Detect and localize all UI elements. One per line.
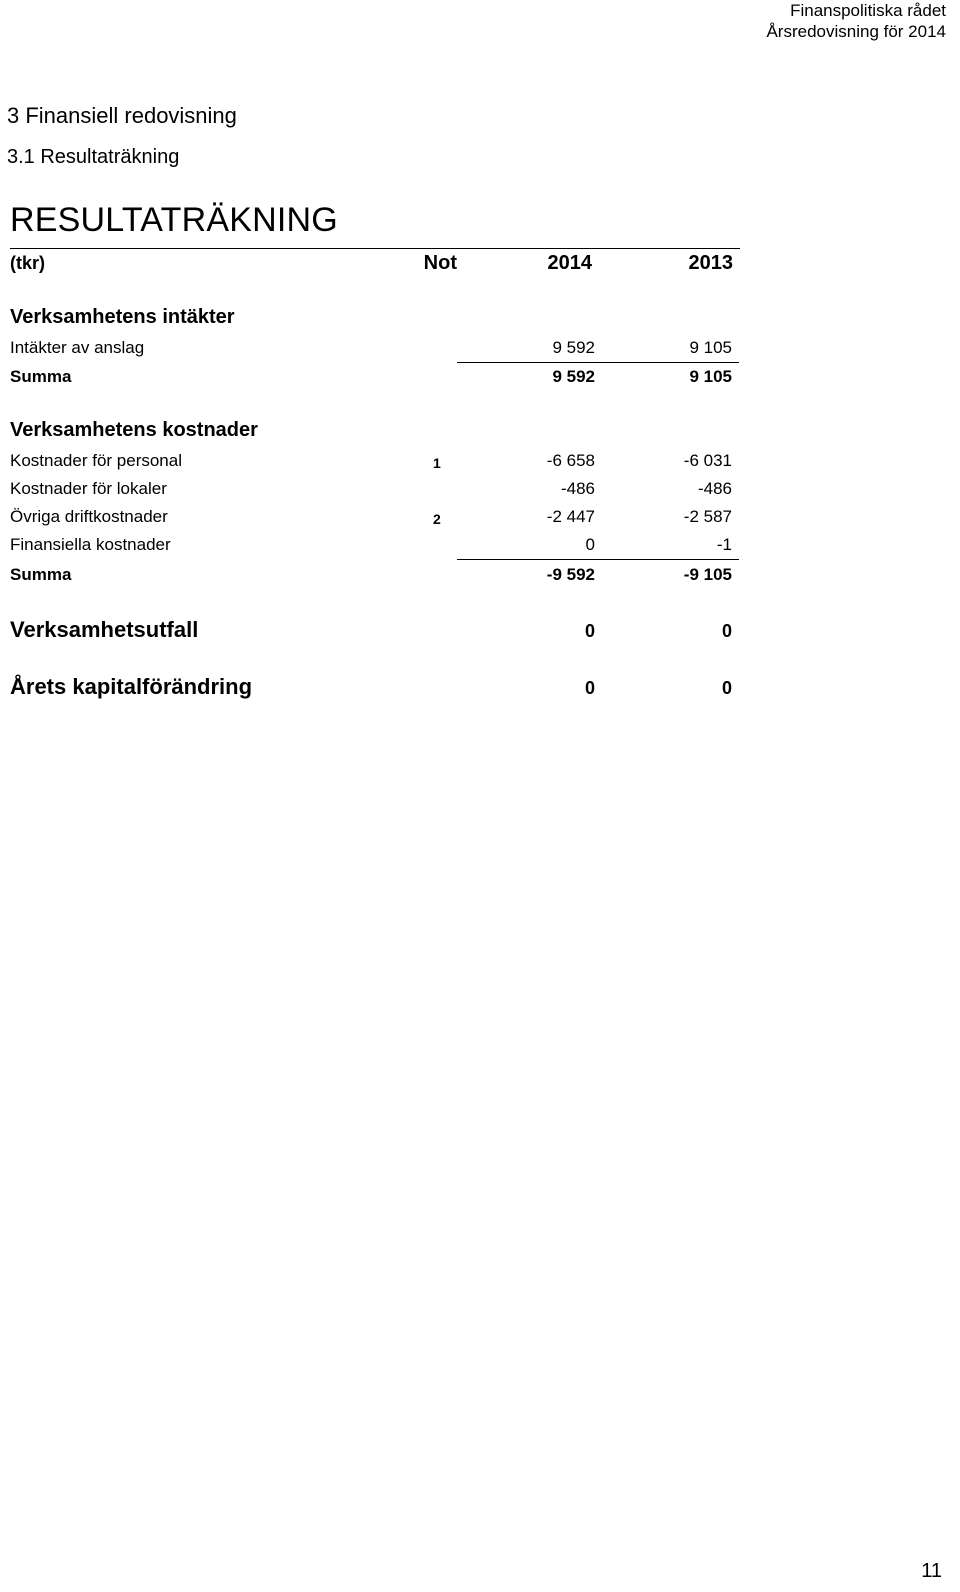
costs-sum-2014: -9 592: [546, 565, 595, 584]
result-2014: 0: [584, 621, 595, 641]
costs-sum-label: Summa: [10, 565, 72, 584]
row-label: Kostnader för personal: [10, 451, 182, 470]
column-header-note: Not: [423, 252, 457, 274]
row-value-2013: 9 105: [689, 338, 732, 357]
column-header-2013: 2013: [688, 252, 733, 274]
row-value-2014: -6 658: [546, 451, 595, 470]
costs-sum-2013: -9 105: [683, 565, 732, 584]
capital-change-row: [10, 674, 740, 704]
income-sum-2013: 9 105: [689, 367, 732, 386]
row-value-2014: -2 447: [546, 507, 595, 526]
row-label: Övriga driftkostnader: [10, 507, 168, 526]
row-label: Kostnader för lokaler: [10, 479, 167, 498]
column-header-unit: (tkr): [10, 253, 45, 273]
header-organization: Finanspolitiska rådet: [790, 1, 946, 20]
capital-change-2014: 0: [584, 678, 595, 698]
capital-change-2013: 0: [721, 678, 732, 698]
header-report: Årsredovisning för 2014: [766, 22, 946, 41]
table-row: [10, 535, 740, 561]
table-row: [10, 507, 740, 533]
page-number: 11: [921, 1560, 942, 1582]
result-2013: 0: [721, 621, 732, 641]
income-sum-2014: 9 592: [552, 367, 595, 386]
row-value-2013: -2 587: [683, 507, 732, 526]
row-note: 2: [433, 511, 441, 527]
row-value-2013: -1: [716, 535, 732, 554]
costs-heading-row: [10, 419, 740, 445]
subsection-title: 3.1 Resultaträkning: [7, 146, 180, 168]
income-heading-row: [10, 306, 740, 332]
column-header-2014: 2014: [547, 252, 592, 274]
result-label: Verksamhetsutfall: [10, 617, 199, 642]
income-sum-row: [10, 367, 740, 393]
capital-change-label: Årets kapitalförändring: [10, 674, 253, 699]
table-row: [10, 451, 740, 477]
costs-sum-row: [10, 565, 740, 591]
table-row: [10, 479, 740, 505]
row-value-2014: 0: [585, 535, 595, 554]
costs-heading: Verksamhetens kostnader: [10, 419, 258, 441]
subtotal-rule: [457, 559, 739, 560]
subtotal-rule: [457, 362, 739, 363]
row-note: 1: [433, 455, 441, 471]
row-label: Finansiella kostnader: [10, 535, 171, 554]
income-sum-label: Summa: [10, 367, 72, 386]
row-label: Intäkter av anslag: [10, 338, 145, 357]
table-header: [10, 248, 740, 281]
page-header: [766, 0, 946, 42]
report-title: RESULTATRÄKNING: [10, 201, 338, 239]
table-row: [10, 338, 740, 364]
result-row: [10, 617, 740, 647]
row-value-2013: -486: [697, 479, 732, 498]
section-title: 3 Finansiell redovisning: [7, 103, 237, 128]
row-value-2014: 9 592: [552, 338, 595, 357]
row-value-2014: -486: [560, 479, 595, 498]
row-value-2013: -6 031: [683, 451, 732, 470]
income-heading: Verksamhetens intäkter: [10, 306, 235, 328]
